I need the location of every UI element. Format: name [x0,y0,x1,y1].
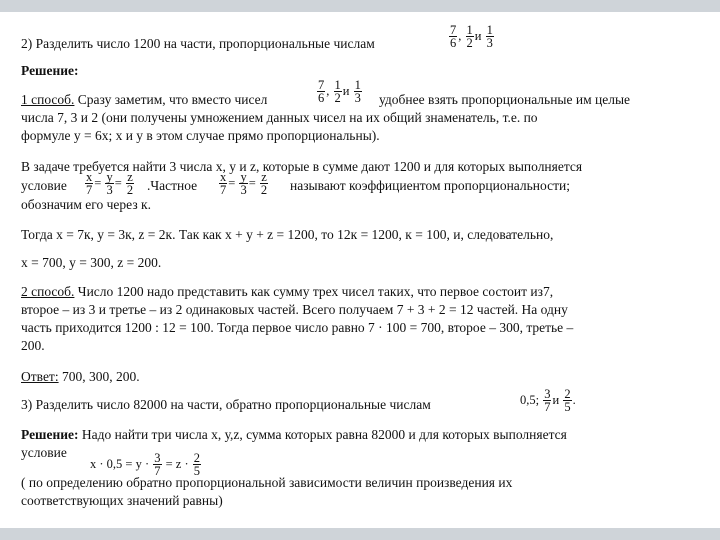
fraction-1-2: $\frac{1}{2}$ [334,78,341,105]
bottom-band [0,528,720,540]
method1-label: 1 способ. [21,92,75,107]
solution3-note2: соответствующих значений равны) [21,493,223,508]
task2-title: 2) Разделить число 1200 на части, пропорциональные числам [21,36,375,51]
condition-fractions: $\frac{x}{7}$ = $\frac{y}{3}$ = $\frac{z}{2}$ [86,170,134,197]
para2-line1: В задаче требуется найти 3 числа х, у и z, которые в сумме дают 1200 и для которых выполняется [21,159,583,174]
method1-line1-rest: удобнее взять пропорциональные им целые [379,92,631,107]
fraction-1-3: $\frac{1}{3}$ [354,78,361,105]
para4: х = 700, у = 300, z = 200. [21,255,162,270]
method2-line1: 2 способ. Число 1200 надо представить как сумму трех чисел таких, что первое состоит из7, [21,284,554,299]
task2-fractions: $\frac{7}{6}$ , $\frac{1}{2}$ и $\frac{1}{3}$ [450,23,493,50]
fraction-3-7: $\frac{3}{7}$ [544,387,551,414]
fraction-1-3: $\frac{1}{3}$ [486,23,493,50]
method2-line3: часть приходится 1200 : 12 = 100. Тогда первое число равно 7 · 100 = 700, второе – 300, третье – [21,320,574,335]
answer-value: 700, 300, 200. [58,369,140,384]
para2-line2-rest: называют коэффициентом пропорциональности; [290,178,570,193]
method1-fractions: $\frac{7}{6}$ , $\frac{1}{2}$ и $\frac{1}{3}$ [318,78,361,105]
fraction-y-3: $\frac{y}{3}$ [106,170,113,197]
method1-line1: 1 способ. Сразу заметим, что вместо чисел [21,92,268,107]
fraction-z-2: $\frac{z}{2}$ [126,170,134,197]
task3-numbers: 0,5; $\frac{3}{7}$ и $\frac{2}{5}$ . [520,387,576,414]
method1-line3: формуле у = 6х; х и у в этом случае прямо пропорциональны). [21,128,380,143]
fraction-2-5: $\frac{2}{5}$ [193,451,201,478]
fraction-x-7: $\frac{x}{7}$ [220,170,227,197]
fraction-7-6: $\frac{7}{6}$ [450,23,457,50]
partial-fractions: $\frac{x}{7}$ = $\frac{y}{3}$ = $\frac{z}{2}$ [220,170,268,197]
fraction-y-3: $\frac{y}{3}$ [240,170,247,197]
para2-line3: обозначим его через к. [21,197,151,212]
solution3-line1: Решение: Надо найти три числа х, у,z, сумма которых равна 82000 и для которых выполняется [21,427,567,442]
answer [21,368,140,386]
method1-line2: числа 7, 3 и 2 (они получены умножением данных чисел на их общий знаменатель, т.е. по [21,110,538,125]
fraction-x-7: $\frac{x}{7}$ [86,170,93,197]
para2-partial: .Частное [147,178,198,193]
fraction-2-5: $\frac{2}{5}$ [564,387,571,414]
method2-line2: второе – из 3 и третье – из 2 одинаковых частей. Всего получаем 7 + 3 + 2 = 12 частей. На одну [21,302,568,317]
fraction-1-2: $\frac{1}{2}$ [466,23,473,50]
fraction-7-6: $\frac{7}{6}$ [318,78,325,105]
task3-title: 3) Разделить число 82000 на части, обратно пропорциональные числам [21,397,431,412]
fraction-z-2: $\frac{z}{2}$ [260,170,268,197]
fraction-3-7: $\frac{3}{7}$ [154,451,161,478]
para3: Тогда х = 7к, у = 3к, z = 2к. Так как х + у + z = 1200, то 12к = 1200, к = 100, и, следовательно, [21,227,554,242]
answer-label: Ответ: [21,369,59,384]
para2-cond-label: условие [21,178,67,193]
solution3-line2: условие [21,445,67,460]
method2-line4: 200. [21,338,45,353]
inverse-equation: x · 0,5 = y · $\frac{3}{7}$ = z · $\frac{2}{5}$ [90,451,201,478]
solution-label: Решение: [21,63,79,78]
method2-label: 2 способ. [21,284,75,299]
top-band [0,0,720,12]
solution3-note1: ( по определению обратно пропорциональной зависимости величин произведения их [21,475,513,490]
solution3-label: Решение: [21,427,79,442]
